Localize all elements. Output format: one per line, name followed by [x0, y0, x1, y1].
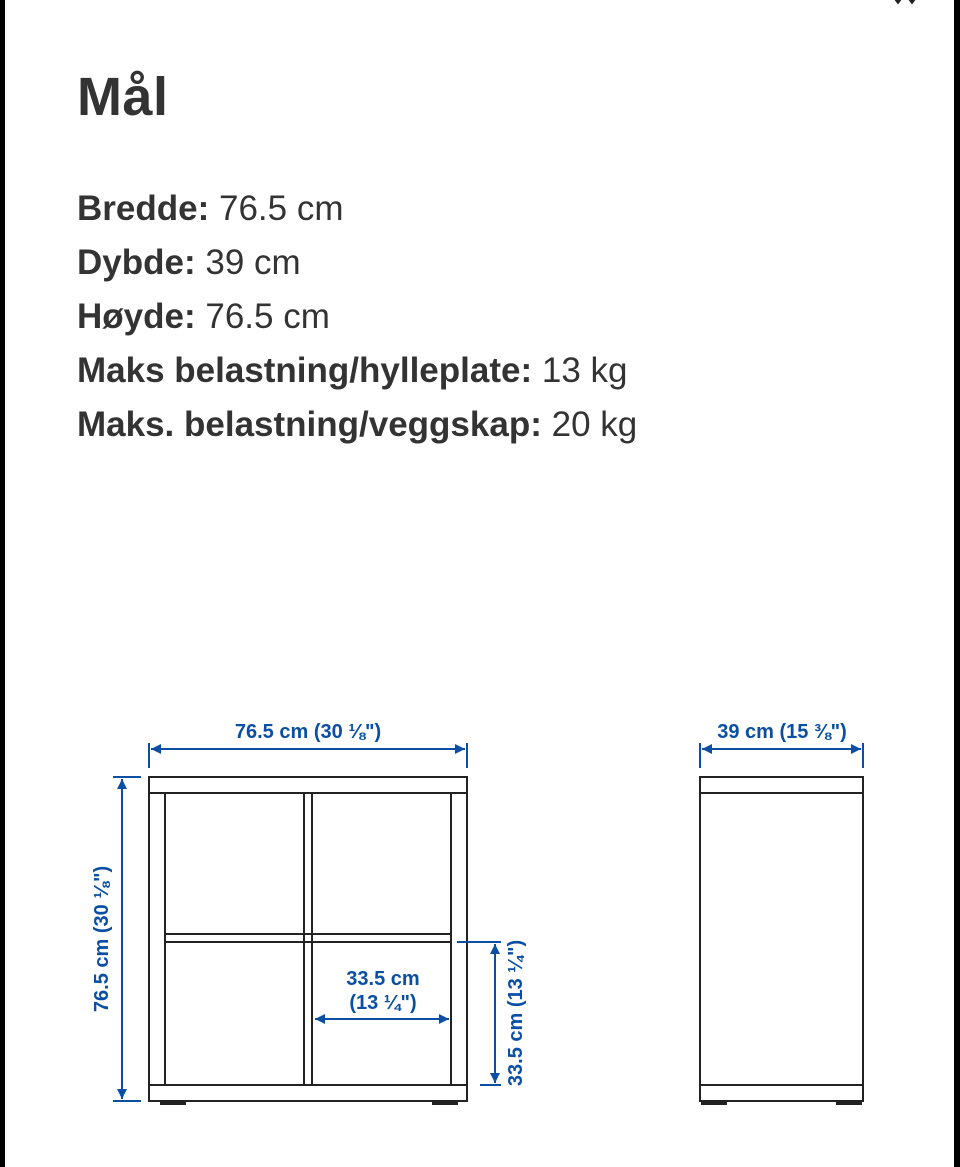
front-width-label: 76.5 cm (30 ⅛") — [234, 721, 382, 743]
spec-label: Dybde: — [77, 243, 196, 282]
spec-value: 20 kg — [551, 405, 638, 444]
spec-label: Bredde: — [77, 189, 210, 228]
page-title: Mål — [77, 67, 169, 127]
side-depth-label: 39 cm (15 ⅜") — [717, 721, 847, 743]
front-view-drawing — [149, 777, 467, 1104]
spec-value: 76.5 cm — [205, 297, 330, 336]
compartment-width-label-line1: 33.5 cm — [346, 968, 420, 990]
spec-label: Maks belastning/hylleplate: — [77, 351, 533, 390]
dimension-diagram — [5, 0, 954, 1167]
side-view-drawing — [700, 777, 863, 1104]
front-height-label: 76.5 cm (30 ⅛") — [91, 865, 113, 1013]
spec-label: Høyde: — [77, 297, 196, 336]
spec-value: 76.5 cm — [218, 189, 344, 228]
compartment-height-label: 33.5 cm (13 ¼") — [505, 939, 527, 1087]
spec-value: 13 kg — [541, 351, 628, 390]
dimension-lines — [113, 743, 863, 1101]
content-frame — [5, 0, 954, 1167]
spec-value: 39 cm — [205, 243, 301, 282]
spec-label: Maks. belastning/veggskap: — [77, 405, 542, 444]
compartment-width-label-line2: (13 ¼") — [349, 992, 417, 1014]
